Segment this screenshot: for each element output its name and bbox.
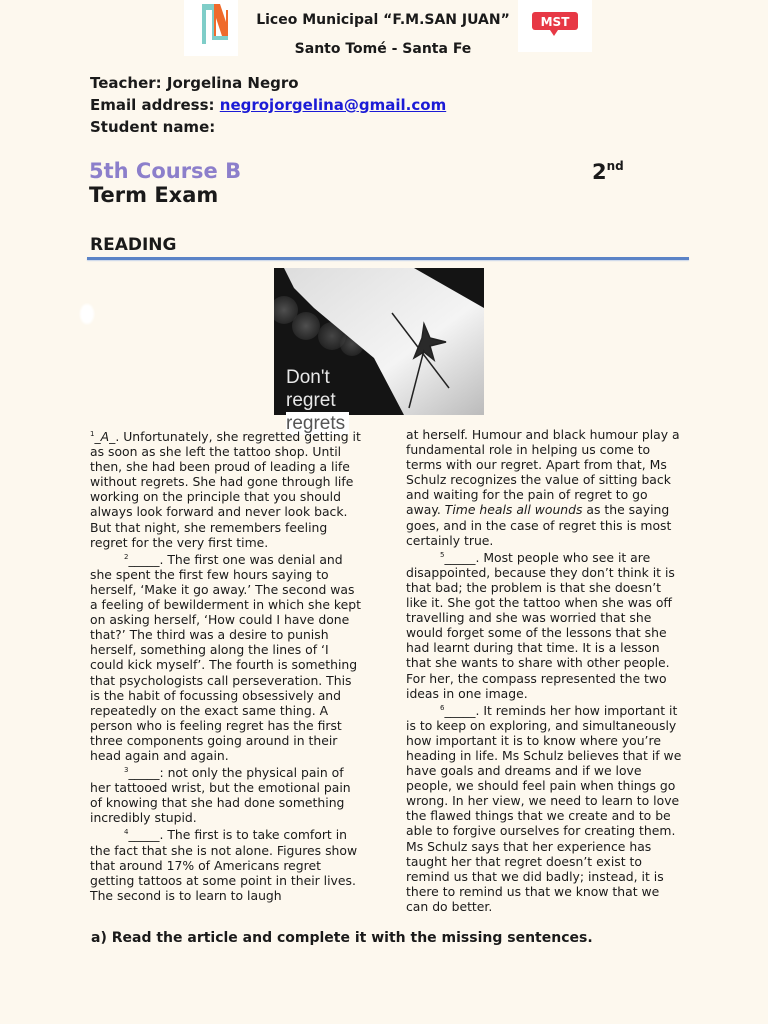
paragraph-5 [406, 548, 682, 701]
caption-line-1: Don't [286, 367, 330, 388]
caption-line-2: regret [286, 390, 336, 411]
paragraph-4-continued [406, 427, 682, 548]
task-instruction: a) Read the article and complete it with the missing sentences. [91, 930, 593, 946]
gap-number: 3 [124, 766, 129, 775]
paragraph-1 [90, 427, 362, 550]
decorative-blob [80, 304, 94, 324]
course-title: 5th Course B [89, 159, 242, 183]
gap-blank[interactable]: _____ [128, 551, 160, 567]
school-name: Liceo Municipal “F.M.SAN JUAN” [256, 12, 510, 28]
exam-title: Term Exam [89, 183, 219, 207]
gap-number: 5 [440, 550, 445, 559]
gap-blank[interactable]: _____ [444, 549, 476, 565]
email-line [90, 96, 446, 114]
paragraph-6 [406, 701, 682, 914]
paragraph-text: as the saying goes, and in the case of regret this is most certainly true. [406, 502, 672, 548]
paragraph-text: : not only the physical pain of her tattooed wrist, but the emotional pain of knowing that she had done something incredibly stupid. [90, 765, 351, 826]
paragraph-2 [90, 550, 362, 763]
image-caption [286, 366, 336, 412]
paragraph-text: . Unfortunately, she regretted getting it as soon as she left the tattoo shop. Until then, she had been proud of leading a life without regrets. She had gone through life working on the principle that you should always look forward and never look back. But that night, she remembers feeling regret for the very first time. [90, 429, 361, 550]
gap-number: 4 [124, 828, 129, 837]
email-link[interactable]: negrojorgelina@gmail.com [219, 96, 447, 114]
mst-logo-icon [518, 0, 592, 52]
gap-blank[interactable]: _____ [128, 765, 160, 781]
gap-blank[interactable]: _____ [128, 827, 160, 843]
paragraph-text: . It reminds her how important it is to keep on exploring, and simultaneously how important it is to know where you’re heading in life. Ms Schulz believes that if we have goals and dreams and if we love people, we should feel pain when things go wrong. In her view, we need to learn to love the flawed things that we create and to be able to forgive ourselves for creating them. Ms Schulz says that her experience has taught her that regret doesn’t exist to remind us that we did badly; instead, it is there to remind us that we know that we can do better. [406, 702, 682, 914]
section-divider [87, 257, 689, 260]
article-column-right [406, 427, 682, 914]
paragraph-text: . Most people who see it are disappointed, because they don’t think it is that bad; the problem is that she doesn’t like it. She got the tattoo when she was off travelling and she was worried that she would forget some of the lessons that she had learnt during that time. It is a lesson that she wants to share with other people. For her, the compass represented the two ideas in one image. [406, 549, 675, 701]
paragraph-4 [90, 825, 362, 902]
term-number-suffix: nd [606, 159, 624, 173]
gap-blank[interactable]: _____ [444, 702, 476, 718]
school-logo-right [518, 0, 592, 52]
teacher-label: Teacher: [90, 74, 162, 92]
gap-number: 1 [90, 430, 95, 438]
term-number [592, 159, 624, 184]
caption-line-3: regrets [286, 412, 349, 435]
svg-text:MST: MST [540, 15, 570, 29]
article-column-left [90, 427, 362, 903]
gap-number: 6 [440, 703, 445, 712]
teacher-name: Jorgelina Negro [166, 74, 299, 92]
term-number-value: 2 [592, 160, 607, 184]
student-name-label: Student name: [90, 118, 216, 136]
paragraph-text: at herself. Humour and black humour play a fundamental role in helping us come to terms with our regret. Apart from that, Ms Schulz recognizes the value of sitting back and waiting for the pain of regret to go away. [406, 427, 680, 518]
gap-number: 2 [124, 552, 129, 561]
paragraph-text: . The first one was denial and she spent the first few hours saying to herself, ‘Make it go away.’ The second was a feeling of bewilderment in which she kept on asking herself, ‘How could I have done that?’ The third was a desire to punish herself, something along the lines of ‘I could kick myself’. The fourth is something that psychologists call perseveration. This is the habit of focussing obsessively and repeatedly on the exact same thing. A person who is feeling regret has the first three components going around in their head again and again. [90, 551, 361, 763]
paragraph-text: . The first is to take comfort in the fact that she is not alone. Figures show that around 17% of Americans regret getting tattoos at some point in their lives. The second is to learn to laugh [90, 827, 358, 903]
gap-answer: _A_ [94, 429, 116, 444]
teacher-line [90, 74, 299, 92]
school-city: Santo Tomé - Santa Fe [294, 41, 472, 57]
section-heading: READING [90, 235, 177, 255]
email-label: Email address: [90, 96, 215, 114]
paragraph-3 [90, 763, 362, 825]
italic-saying: Time heals all wounds [444, 502, 583, 518]
